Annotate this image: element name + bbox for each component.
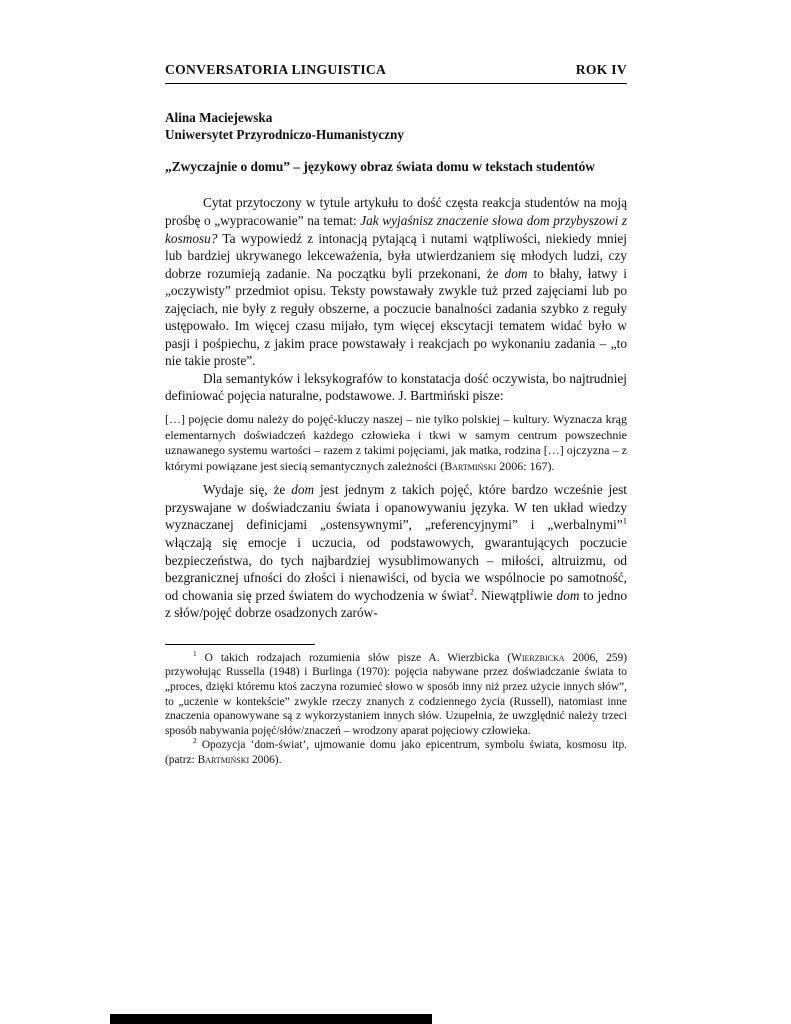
author-name: Alina Maciejewska [165,110,273,125]
footnote-paragraph [165,648,627,739]
text-segment: Bartmiński [197,753,250,766]
text-segment: dom [556,587,580,603]
author-affiliation: Uniwersytet Przyrodniczo-Humanistyczny [165,126,404,142]
text-segment: to błahy, łatwy i „oczywisty” przedmiot opisu. Teksty powstawały zwykle tuż przed zajęciami lub po zajęciach, nie były z reguły obszerne, a poczucie banalności zadania szybko z reguły ustępowało. Im więcej czasu mijało, tym więcej ekscytacji tematem widać było w pasji i pośpiechu, z jakim prace powstawały i reakcjach po wykonaniu zadania – „to nie takie proste”. [165,265,627,369]
footnote-marker: 2 [193,736,197,746]
text-segment: to jedno z słów/pojęć dobrze osadzonych zarów- [165,587,627,621]
text-segment: dom [291,482,315,498]
text-segment: . Niewątpliwie [473,587,557,603]
text-segment: Dla semantyków i leksykografów to konstatacja dość oczywista, bo najtrudniej definiować pojęcia naturalne, podstawowe. J. Bartmiński pisze: [165,370,627,404]
footnote-area [165,644,627,768]
text-segment: 2006: 167). [496,458,555,473]
volume-label: ROK IV [575,62,627,77]
footnote-separator [165,644,315,645]
text-segment: Jak wyjaśnisz znaczenie słowa dom przybyszowi z kosmosu? [165,212,627,246]
text-segment: Bartmiński [444,458,497,473]
footnote-list [165,648,627,768]
footnote-paragraph [165,738,627,767]
block-quote [165,412,627,474]
text-segment: Wydaje się, że [203,482,292,498]
text-segment: Ta wypowiedź z intonacją pytającą i nutami wątpliwości, niekiedy mniej lub bardziej ukrywanego lekceważenia, była utwierdzaniem się młodych ludzi, czy dobrze rozumieją zadanie. Na początku byli przekonani, że [165,230,627,281]
paragraph [165,481,627,621]
text-segment: […] pojęcie domu należy do pojęć-kluczy naszej – nie tylko polskiej – kultury. Wyznacza krąg elementarnych doświadczeń każdego człowieka i tkwi w samym centrum powszechnie uznawanego systemu wartości – razem z takimi pojęciami, jak matka, rodzina […] ojczyzna – z którymi powiązane jest siecią semantycznych zależności ( [165,411,627,473]
text-segment: 2006, 259) przywołując Russella (1948) i Burlinga (1970): pojęcia nabywane przez doświadczanie świata to „proces, dzięki któremu ktoś zaczyna rozumieć słowo w sposób inny niż przez użycie innych słów”, to „uczenie w kontekście” zwykle rzeczy znanych z codziennego życia (Russell), natomiast inne znaczenia opanowywane są z wykorzystaniem innych słów. Uzupełnia, że uwzględnić należy trzeci sposób nabywania pojęć/słów/znaczeń – wrodzony aparat pojęciowy człowieka. [165,651,627,737]
text-segment: Opozycja ‘dom-świat’, ujmowanie domu jako epicentrum, symbolu świata, kosmosu itp. (patrz: [165,739,627,766]
bottom-bar [110,1014,432,1024]
paragraph [165,194,627,369]
running-head [165,62,627,78]
text-segment: jest jednym z takich pojęć, które bardzo wcześnie jest przyswajane w doświadczaniu świata i opanowywaniu języka. W ten układ wiedzy wyznaczanej definicjami „ostensywnymi”, „referencyjnymi” i „werbalnymi” [165,482,627,533]
text-segment: 2006). [249,753,282,766]
header-rule [165,83,627,84]
text-segment: Wierzbicka [511,651,565,664]
footnote-marker: 1 [622,516,627,527]
footnote-marker: 2 [469,586,474,597]
text-segment: O takich rodzajach rozumienia słów pisze A. Wierzbicka ( [196,651,512,664]
article-body [165,194,627,621]
text-segment: Cytat przytoczony w tytule artykułu to dość częsta reakcja studentów na moją prośbę o „wypracowanie” na temat: [165,195,627,228]
article-title: „Zwyczajnie o domu” – językowy obraz świata domu w tekstach studentów [165,159,595,174]
text-segment: dom [504,265,528,281]
journal-title: CONVERSATORIA LINGUISTICA [165,62,387,77]
text-segment: włączają się emocje i uczucia, od podstawowych, gwarantujących poczucie bezpieczeństwa, do tych najbardziej wysublimowanych – miłości, altruizmu, od bezgranicznej ufności do złości i nienawiści, od bycia we wspólnocie po samotność, od chowania się przed światem do wychodzenia w świat [165,535,627,603]
footnote-marker: 1 [193,648,197,658]
paragraph [165,370,627,405]
